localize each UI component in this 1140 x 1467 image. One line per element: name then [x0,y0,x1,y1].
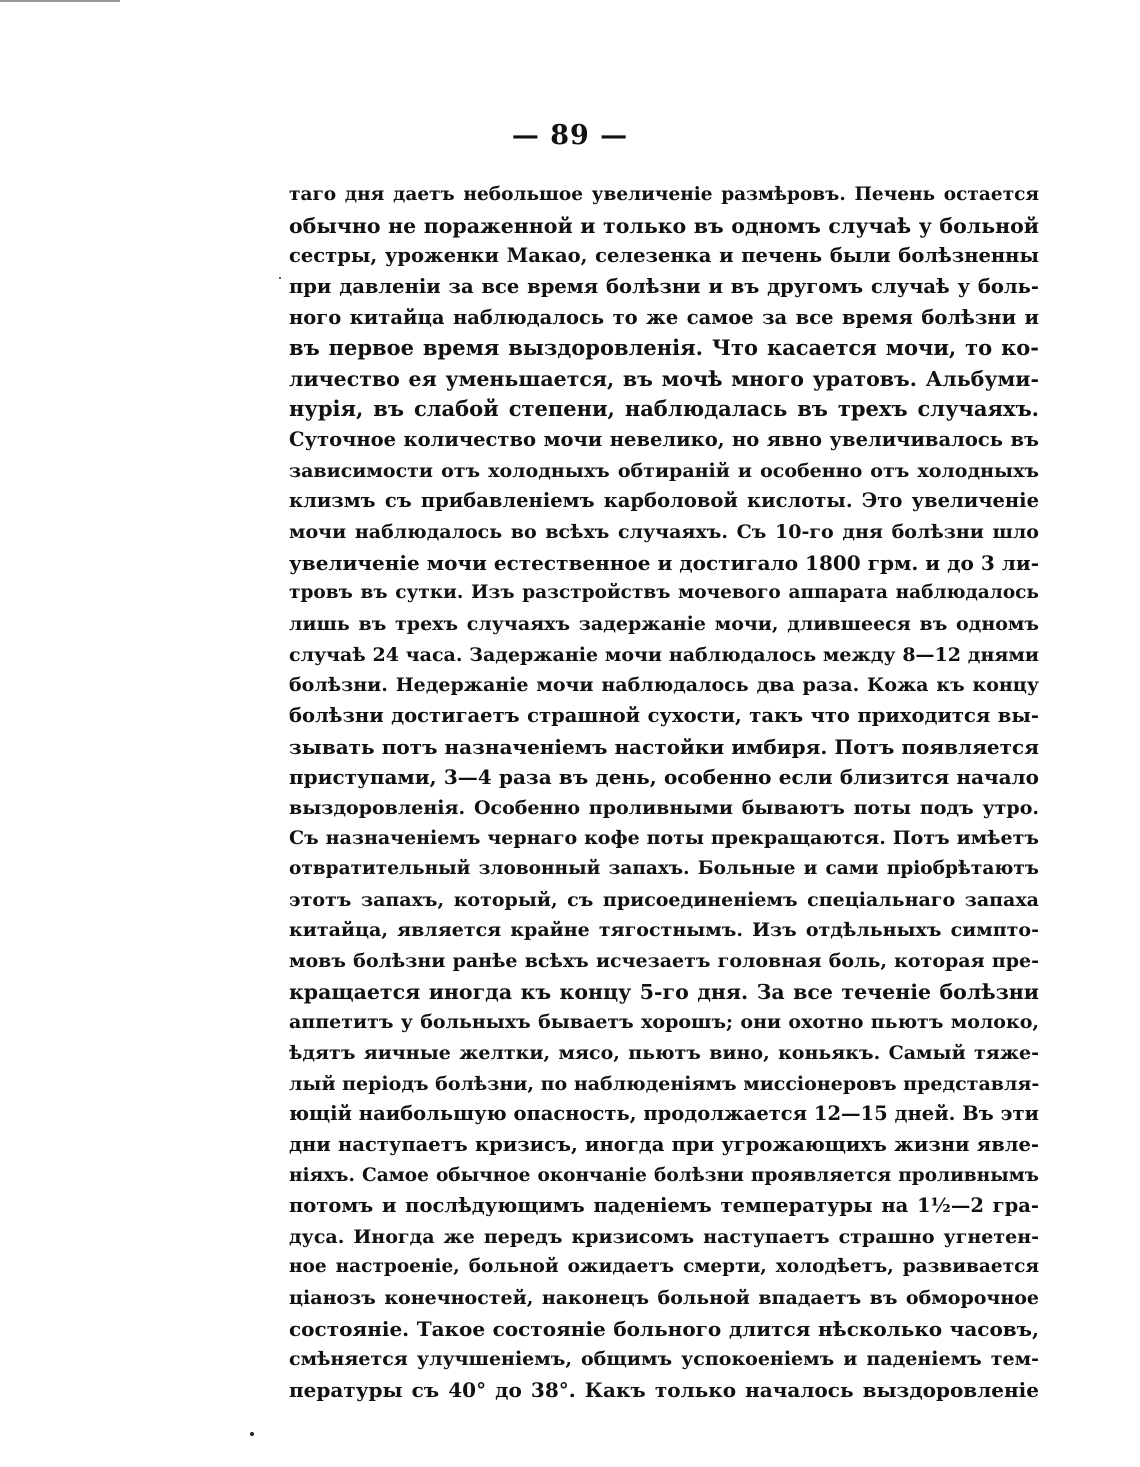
text-line: потомъ и послѣдующимъ паденiемъ температуры на 1½—2 гра- [289,1194,1039,1218]
text-line: Суточное количество мочи невелико, но явно увеличивалось въ [289,428,1039,452]
text-line: обычно не пораженной и только въ одномъ случаѣ у больной [289,213,1039,238]
text-line: мочи наблюдалось во всѣхъ случаяхъ. Съ 10-го дня болѣзни шло [289,521,1039,544]
body-text [289,180,1039,1406]
text-line: цiанозъ конечностей, наконецъ больной впадаетъ въ обморочное [289,1287,1039,1310]
text-line: болѣзни. Недержанiе мочи наблюдалось два раза. Кожа къ концу [289,674,1039,697]
text-line: нiяхъ. Самое обычное окончанiе болѣзни проявляется проливнымъ [289,1164,1039,1186]
text-line: лый перiодъ болѣзни, по наблюденiямъ миссiонеровъ представля- [289,1072,1039,1095]
text-line: китайца, является крайне тягостнымъ. Изъ отдѣльныхъ симпто- [289,919,1039,942]
text-line: пературы съ 40° до 38°. Какъ только началось выздоровленiе [289,1377,1039,1402]
text-line: этотъ запахъ, который, съ присоединенiемъ спецiальнаго запаха [289,888,1039,911]
text-line: нурiя, въ слабой степени, наблюдалась въ трехъ случаяхъ. [289,396,1039,422]
text-line: отвратительный зловонный запахъ. Больные и сами прiобрѣтаютъ [289,858,1039,880]
text-line: ное настроенiе, больной ожидаетъ смерти, холодѣетъ, развивается [289,1256,1039,1278]
text-line: сестры, уроженки Макао, селезенка и печень были болѣзненны [289,244,1039,268]
text-line: личество ея уменьшается, въ мочѣ много уратовъ. Альбуми- [289,366,1039,391]
text-line: таго дня даетъ небольшое увеличенiе размѣровъ. Печень остается [289,184,1039,205]
text-line: ного китайца наблюдалось то же самое за все время болѣзни и [289,305,1039,329]
text-line: клизмъ съ прибавленiемъ карболовой кислоты. Это увеличенiе [289,489,1039,513]
scan-speck [250,1432,254,1436]
text-line: выздоровленiя. Особенно проливными бываютъ поты подъ утро. [289,796,1039,819]
text-line: приступами, 3—4 раза въ день, особенно если близится начало [289,765,1039,790]
text-line: въ первое время выздоровленiя. Что касается мочи, то ко- [289,335,1039,361]
text-line: зывать потъ назначенiемъ настойки имбиря. Потъ появляется [289,734,1039,759]
text-line: мовъ болѣзни ранѣе всѣхъ исчезаетъ головная боль, которая пре- [289,950,1039,973]
scan-speck [279,277,281,279]
text-line: аппетитъ у больныхъ бываетъ хорошъ; они охотно пьютъ молоко, [289,1011,1039,1034]
text-line: лишь въ трехъ случаяхъ задержанiе мочи, длившееся въ одномъ [289,612,1039,635]
top-edge-rule [0,0,120,2]
text-line: тровъ въ сутки. Изъ разстройствъ мочевого аппарата наблюдалось [289,582,1039,604]
text-line: кращается иногда къ концу 5-го дня. За все теченiе болѣзни [289,979,1039,1004]
text-line: при давленiи за все время болѣзни и въ другомъ случаѣ у боль- [289,274,1039,298]
text-line: зависимости отъ холодныхъ обтиранiй и особенно отъ холодныхъ [289,459,1039,482]
text-line: дни наступаетъ кризисъ, иногда при угрожающихъ жизни явле- [289,1132,1039,1156]
text-line: состоянiе. Такое состоянiе больного длится нѣсколько часовъ, [289,1316,1039,1341]
text-line: смѣняется улучшенiемъ, общимъ успокоенiемъ и паденiемъ тем- [289,1348,1039,1371]
text-line: ющiй наибольшую опасность, продолжается 12—15 дней. Въ эти [289,1102,1039,1126]
text-line: Съ назначенiемъ чернаго кофе поты прекращаются. Потъ имѣетъ [289,827,1039,850]
text-line: ѣдятъ яичные желтки, мясо, пьютъ вино, коньякъ. Самый тяже- [289,1041,1039,1064]
page-number: — 89 — [511,120,629,151]
text-line: увеличенiе мочи естественное и достигало 1800 грм. и до 3 ли- [289,550,1039,575]
text-line: дуса. Иногда же передъ кризисомъ наступаетъ страшно угнетен- [289,1225,1039,1248]
text-line: болѣзни достигаетъ страшной сухости, такъ что приходится вы- [289,703,1039,727]
text-line: случаѣ 24 часа. Задержанiе мочи наблюдалось между 8—12 днями [289,643,1039,666]
